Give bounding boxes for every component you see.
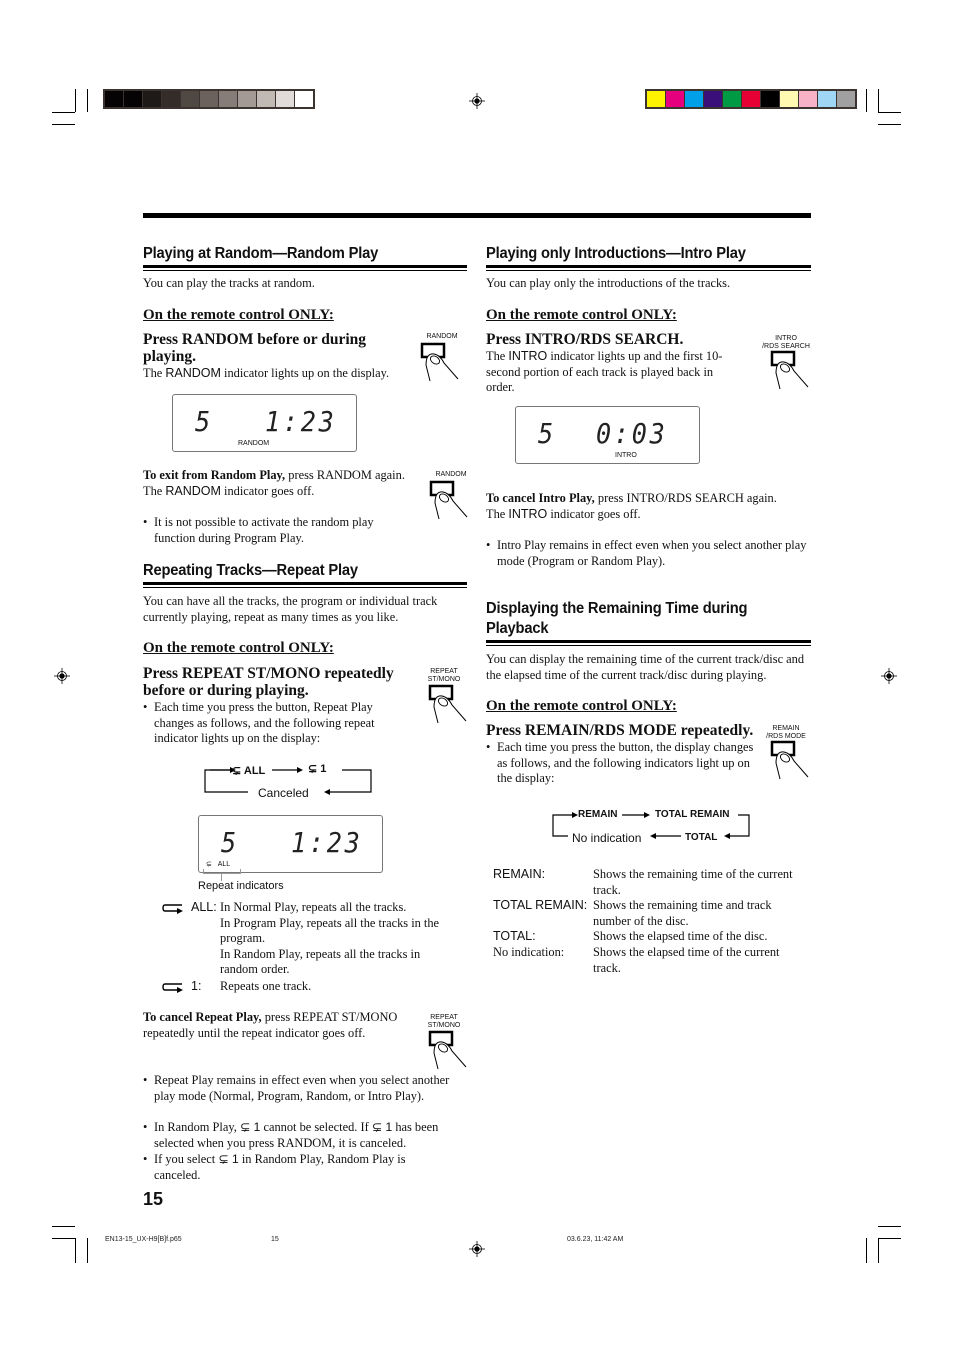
lcd-display-intro: 5 0:03 INTRO — [515, 406, 700, 464]
step-description: The INTRO indicator lights up and the first 10-second portion of each track is played back in order. — [486, 349, 723, 395]
remote-only-label: On the remote control ONLY: — [486, 307, 677, 323]
table-row: TOTAL: Shows the elapsed time of the disc. — [493, 929, 768, 944]
color-swatch — [837, 91, 855, 107]
repeat-one-icon: ⊊ — [239, 1120, 251, 1134]
cancel-instruction: To cancel Intro Play, press INTRO/RDS SEARCH again. The INTRO indicator goes off. — [486, 491, 777, 521]
registration-mark-icon — [54, 668, 70, 684]
footer-page: 15 — [271, 1236, 279, 1243]
step-instruction: Press RANDOM before or during playing. — [143, 331, 367, 365]
remote-only-label: On the remote control ONLY: — [143, 640, 334, 656]
random-button-illustration: RANDOM — [418, 331, 470, 389]
note-bullet: • In Random Play, ⊊ 1 cannot be selected. If ⊊ 1 has been selected when you press RANDOM, it is canceled. — [143, 1120, 464, 1151]
color-swatch — [162, 91, 181, 107]
color-swatch — [780, 91, 799, 107]
color-swatch — [647, 91, 666, 107]
color-swatch — [685, 91, 704, 107]
repeat-arrow-icon: ⊊ — [308, 763, 318, 775]
color-swatch — [124, 91, 143, 107]
step-instruction: Press REMAIN/RDS MODE repeatedly. — [486, 722, 754, 739]
indicator-table — [493, 867, 808, 976]
intro-text: You can display the remaining time of the current track/disc and the elapsed time of the current track/disc during playing. — [486, 652, 805, 682]
finger-press-icon — [427, 479, 479, 529]
intro-button-illustration: INTRO /RDS SEARCH — [762, 335, 814, 393]
heading-rule — [486, 265, 811, 268]
table-row: No indication: Shows the elapsed time of the current track. — [493, 944, 780, 975]
section-heading: Playing at Random—Random Play — [143, 245, 379, 262]
color-swatch — [200, 91, 219, 107]
indicator-bracket — [203, 869, 241, 874]
heading-rule — [486, 640, 811, 643]
registration-mark-icon — [469, 93, 485, 109]
step-bullet: • Each time you press the button, Repeat Play changes as follows, and the following repeat indicator lights up on the display: — [143, 700, 404, 747]
table-row: REMAIN: Shows the remaining time of the current track. — [493, 867, 793, 897]
remote-only-label: On the remote control ONLY: — [143, 307, 334, 323]
repeat-button-illustration: REPEAT ST/MONO — [420, 1012, 472, 1070]
step-bullet: • Each time you press the button, the display changes as follows, and the following indicators light up on the display: — [486, 740, 765, 787]
color-swatch — [761, 91, 780, 107]
section-heading: Repeating Tracks—Repeat Play — [143, 562, 358, 579]
finger-press-icon — [768, 739, 820, 789]
lcd-display-repeat: 5 1:23 ⊊ ALL — [198, 815, 383, 873]
repeat-arrow-icon: ⊊ — [232, 765, 242, 777]
heading-rule — [143, 265, 467, 268]
note-bullet: • It is not possible to activate the random play function during Program Play. — [143, 515, 414, 546]
section-heading: Displaying the Remaining Time during Playback — [486, 600, 748, 637]
note-bullet: • Repeat Play remains in effect even when you select another play mode (Normal, Program, Random, or Intro Play). — [143, 1073, 464, 1104]
color-swatch — [799, 91, 818, 107]
finger-press-icon — [418, 341, 470, 391]
cancel-instruction: To cancel Repeat Play, press REPEAT ST/MONO repeatedly until the repeat indicator goes off. — [143, 1010, 398, 1040]
finger-press-icon — [426, 683, 478, 733]
color-swatch — [742, 91, 761, 107]
remain-button-illustration: REMAIN /RDS MODE — [760, 725, 812, 783]
registration-mark-icon — [469, 1241, 485, 1257]
registration-mark-icon — [881, 668, 897, 684]
repeat-button-illustration: REPEAT ST/MONO — [420, 666, 472, 724]
color-swatch — [238, 91, 257, 107]
step-instruction: Press REPEAT ST/MONO repeatedly before or during playing. — [143, 665, 394, 699]
intro-text: You can have all the tracks, the program or individual track currently playing, repeat as many times as you like. — [143, 594, 438, 624]
grayscale-color-bar — [103, 89, 315, 109]
intro-text: You can play only the introductions of the tracks. — [486, 276, 731, 290]
page-top-rule — [143, 213, 811, 218]
remote-only-label: On the remote control ONLY: — [486, 698, 677, 714]
color-swatch — [257, 91, 276, 107]
color-swatch — [295, 91, 313, 107]
repeat-one-icon: ⊊ — [371, 1120, 383, 1134]
color-swatch — [219, 91, 238, 107]
finger-press-icon — [426, 1029, 478, 1079]
repeat-all-icon — [162, 903, 184, 915]
color-swatch — [181, 91, 200, 107]
lcd-display-random: 5 1:23 RANDOM — [172, 394, 357, 452]
exit-instruction: To exit from Random Play, press RANDOM again. The RANDOM indicator goes off. — [143, 468, 405, 498]
step-instruction: Press INTRO/RDS SEARCH. — [486, 331, 684, 348]
color-swatch — [723, 91, 742, 107]
random-button-illustration: RANDOM — [427, 469, 479, 527]
section-heading: Playing only Introductions—Intro Play — [486, 245, 746, 262]
color-swatch — [143, 91, 162, 107]
heading-rule — [143, 582, 467, 585]
page-number: 15 — [143, 1189, 164, 1209]
table-row: TOTAL REMAIN: Shows the remaining time and track number of the disc. — [493, 898, 772, 928]
repeat-one-icon — [162, 982, 184, 994]
color-swatch — [276, 91, 295, 107]
footer-datetime: 03.6.23, 11:42 AM — [567, 1236, 624, 1243]
note-bullet: • If you select ⊊ 1 in Random Play, Random Play is canceled. — [143, 1152, 454, 1183]
color-calibration-bar — [645, 89, 857, 109]
repeat-arrow-icon: ⊊ — [206, 861, 212, 868]
note-bullet: • Intro Play remains in effect even when you select another play mode (Program or Random Play). — [486, 538, 817, 569]
color-swatch — [818, 91, 837, 107]
repeat-one-icon: ⊊ — [218, 1152, 229, 1166]
repeat-indicators-caption: Repeat indicators — [198, 880, 284, 892]
color-swatch — [704, 91, 723, 107]
color-swatch — [666, 91, 685, 107]
color-swatch — [105, 91, 124, 107]
intro-text: You can play the tracks at random. — [143, 276, 315, 290]
step-description: The RANDOM indicator lights up on the display. — [143, 366, 390, 380]
footer-filename: EN13-15_UX-H9[B]f.p65 — [105, 1236, 182, 1243]
finger-press-icon — [768, 349, 820, 399]
